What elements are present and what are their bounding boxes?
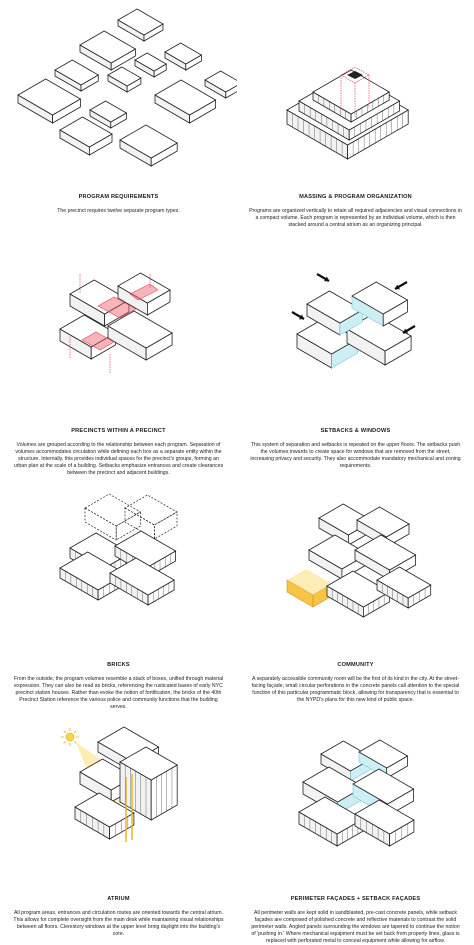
- panel-precincts: [0, 234, 237, 476]
- program-boxes-illustration: [0, 0, 237, 185]
- atrium-illustration: [0, 702, 237, 887]
- panel-setbacks: [237, 234, 474, 468]
- program-box: [135, 53, 166, 77]
- bricks-illustration: [0, 468, 237, 653]
- panel-description: This system of separation and setbacks is repeated on the upper floors. The setbacks push the volumes inwards to create space for windows that are removed from the street, increasing privacy and security. They also accommodate mandatory mechanical and zoning requirements.: [250, 442, 461, 469]
- panel-description: Programs are organized vertically to retain all required adjacencies and visual connections in a compact volume. Each program is represented by an individual volume, which is then stacked around a central atrium as an organizing principal.: [249, 208, 462, 228]
- panel-description: Volumes are grouped according to the relationship between each program. Separation of volumes accommodates circulation while defining each box as a separate entity within the structure. Internally, this provides individual spaces for the precinct's groups, forming an urban plan at the scale of a building. Setbacks emphasize entrances and create clearances between the precinct and adjacent buildings.: [13, 442, 224, 476]
- program-box: [120, 747, 177, 820]
- setbacks-illustration: [237, 234, 474, 419]
- program-box: [55, 60, 98, 91]
- panel-title: PROGRAM REQUIREMENTS: [78, 194, 159, 200]
- sun-icon: [61, 728, 79, 746]
- panel-title: ATRIUM: [107, 896, 130, 902]
- panel-description: The precinct requires twelve separate program types.: [57, 208, 180, 214]
- dashed-box: [85, 494, 140, 540]
- panel-title: SETBACKS & WINDOWS: [320, 428, 391, 434]
- panel-title: PRECINCTS WITHIN A PRECINCT: [71, 428, 166, 434]
- panel-description: All program areas, entrances and circulation routes are oriented towards the central atrium. This allows for complete oversight from the main desk while maintaining visual relationships between all floors. Clerestory windows at the upper level bring daylight into the building's core.: [13, 910, 224, 937]
- panel-description: All perimeter walls are kept solid in sandblasted, pre-cast concrete panels, while setback façades are composed of polished concrete and reflective materials to contrast the solid perimeter walls. Angled panels surrounding the windows are tapered to continue the notion of 'pushing in.' Where mechanical equipment must be set back from property lines, glass is replaced with perforated metal to conceal equipment while allowing for airflow.: [251, 910, 460, 944]
- panel-program-requirements: [0, 0, 237, 234]
- panel-community: [237, 468, 474, 702]
- panel-atrium: [0, 702, 237, 936]
- program-box: [80, 31, 135, 70]
- precincts-illustration: [0, 234, 237, 419]
- program-box: [118, 9, 163, 41]
- panel-title: PERIMETER FAÇADES + SETBACK FAÇADES: [290, 896, 421, 902]
- panel-description: A separately accessible community room will be the first of its kind in the city. At the street-facing façade, small circular perforations in the concrete panels call attention to the special function of this particular programmatic block, allowing for transparency that is essential to the NYPD's plans for this new kind of public space.: [251, 676, 460, 703]
- panel-title: MASSING & PROGRAM ORGANIZATION: [299, 194, 412, 200]
- dashed-box: [125, 495, 177, 539]
- massing-illustration: [237, 0, 474, 185]
- facades-illustration: [237, 702, 474, 887]
- panel-massing: [237, 0, 474, 234]
- setback-arrow-icon: [317, 274, 329, 281]
- program-box: [165, 43, 201, 70]
- panel-title: COMMUNITY: [337, 662, 374, 668]
- setback-arrow-icon: [292, 312, 304, 319]
- program-box: [355, 800, 414, 846]
- panel-facades: [237, 702, 474, 944]
- community-room: [287, 569, 332, 607]
- panel-bricks: [0, 468, 237, 710]
- setback-arrow-icon: [395, 282, 407, 289]
- panel-description: From the outside, the program volumes resemble a stack of boxes, unified through material expression. They can also be read as bricks, referencing the rusticated bases of early NYC precinct station houses. Rather than evoke the notion of fortification, the bricks of the 40th Precinct Station reference the various police and community functions that the building serves.: [13, 676, 224, 710]
- program-box: [205, 71, 237, 98]
- panel-title: BRICKS: [107, 662, 130, 668]
- setback-arrow-icon: [403, 326, 415, 333]
- program-box: [120, 125, 177, 166]
- program-box: [90, 101, 126, 128]
- community-illustration: [237, 468, 474, 653]
- program-box: [108, 67, 141, 92]
